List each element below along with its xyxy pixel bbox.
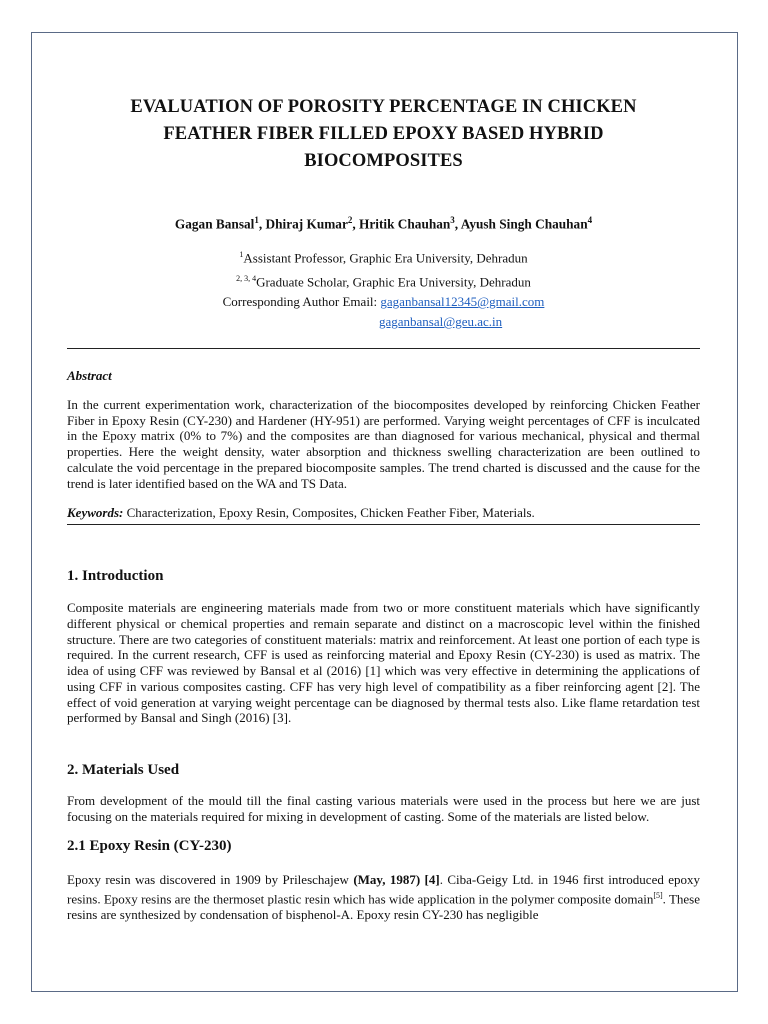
introduction-text: Composite materials are engineering materials made from two or more constituent materials which have significantly different physical or chemical properties and remain separate and distinct on a macroscopic level within the finished structure. There are two categories of constituent materials: matrix and reinforcement. At least one portion of each type is required. In the current research, CFF is used as reinforcing material and Epoxy Resin (CY-230) is used as matrix. The idea of using CFF was reviewed by Bansal et al (2016) [1] which was very effective in determining the applications of using CFF in various composites casting. CFF has very high level of compatibility as a fiber reinforcing agent [2]. The effect of void generation at varying weight percentage can be diagnosed by thermal tests also. Like flame retardation test performed by Bansal and Singh (2016) [3]. xyxy=(67,600,700,726)
title-line: FEATHER FIBER FILLED EPOXY BASED HYBRID xyxy=(163,124,604,144)
paper-title xyxy=(67,94,700,175)
email-link-2[interactable]: gaganbansal@geu.ac.in xyxy=(379,314,503,330)
author-sup: 3 xyxy=(450,215,455,225)
keywords-text: Characterization, Epoxy Resin, Composites, Chicken Feather Fiber, Materials. xyxy=(126,505,535,521)
corresponding-email-2 xyxy=(67,312,700,332)
section-heading-introduction: 1. Introduction xyxy=(67,568,164,585)
divider-top xyxy=(67,348,700,349)
author-name: Gagan Bansal xyxy=(174,216,255,232)
paper-content xyxy=(67,94,700,923)
title-line: BIOCOMPOSITES xyxy=(304,151,463,171)
divider-keywords xyxy=(67,524,700,525)
abstract-text: In the current experimentation work, characterization of the biocomposites developed by reinforcing Chicken Feather Fiber in Epoxy Resin (CY-230) and Hardener (HY-951) are performed. Varying weight percentages of CFF is inculcated in the Epoxy matrix (0% to 7%) and the composites are than diagnosed for various mechanical, physical and thermal properties. Here the weight density, water absorption and thickness swelling characterization are been outlined to calculate the void percentage in the prepared biocomposite samples. The trend charted is discussed and the cause for the trend is later identified based on the WA and TS Data. xyxy=(67,397,700,491)
author-name: Ayush Singh Chauhan xyxy=(460,216,588,232)
materials-text: From development of the mould till the final casting various materials were used in the process but here we are just focusing on the materials required for mixing in development of casting. Some of the materials are listed below. xyxy=(67,792,700,824)
abstract-heading: Abstract xyxy=(67,368,112,384)
author-sup: 4 xyxy=(587,215,593,225)
title-line: EVALUATION OF POROSITY PERCENTAGE IN CHICKEN xyxy=(130,97,637,117)
epoxy-text: Epoxy resin was discovered in 1909 by Prileschajew (May, 1987) [4]. Ciba-Geigy Ltd. in 1946 first introduced epoxy resins. Epoxy resins are the thermoset plastic resin which has wide application in the polymer composite domain[5]. These resins are synthesized by condensation of bisphenol-A. Epoxy resin CY-230 has negligible xyxy=(67,872,701,923)
keywords-label: Keywords: xyxy=(67,505,124,521)
ref-superscript: [5] xyxy=(653,891,663,901)
affiliations xyxy=(67,245,700,332)
author-name: Dhiraj Kumar xyxy=(265,216,348,232)
citation-bold: (May, 1987) [4] xyxy=(353,872,440,888)
author-list: Gagan Bansal$^1$, Dhiraj Kumar$^2$, Hritik Chauhan$^3$, Ayush Singh Chauhan$^4$ xyxy=(174,215,593,232)
author-sup: 1 xyxy=(254,215,259,225)
corresponding-email: Corresponding Author Email: gaganbansal12345@gmail.com xyxy=(222,294,545,310)
subsection-heading-epoxy: 2.1 Epoxy Resin (CY-230) xyxy=(67,838,232,855)
affiliation-2: $^{2, 3, 4}$Graduate Scholar, Graphic Era University, Dehradun xyxy=(236,273,531,290)
affiliation-1: $^1$Assistant Professor, Graphic Era University, Dehradun xyxy=(239,250,528,266)
email-link-1[interactable]: gaganbansal12345@gmail.com xyxy=(380,294,545,310)
section-heading-materials: 2. Materials Used xyxy=(67,761,180,778)
author-sup: 2 xyxy=(347,215,353,225)
author-name: Hritik Chauhan xyxy=(359,216,451,232)
keywords xyxy=(67,505,700,521)
